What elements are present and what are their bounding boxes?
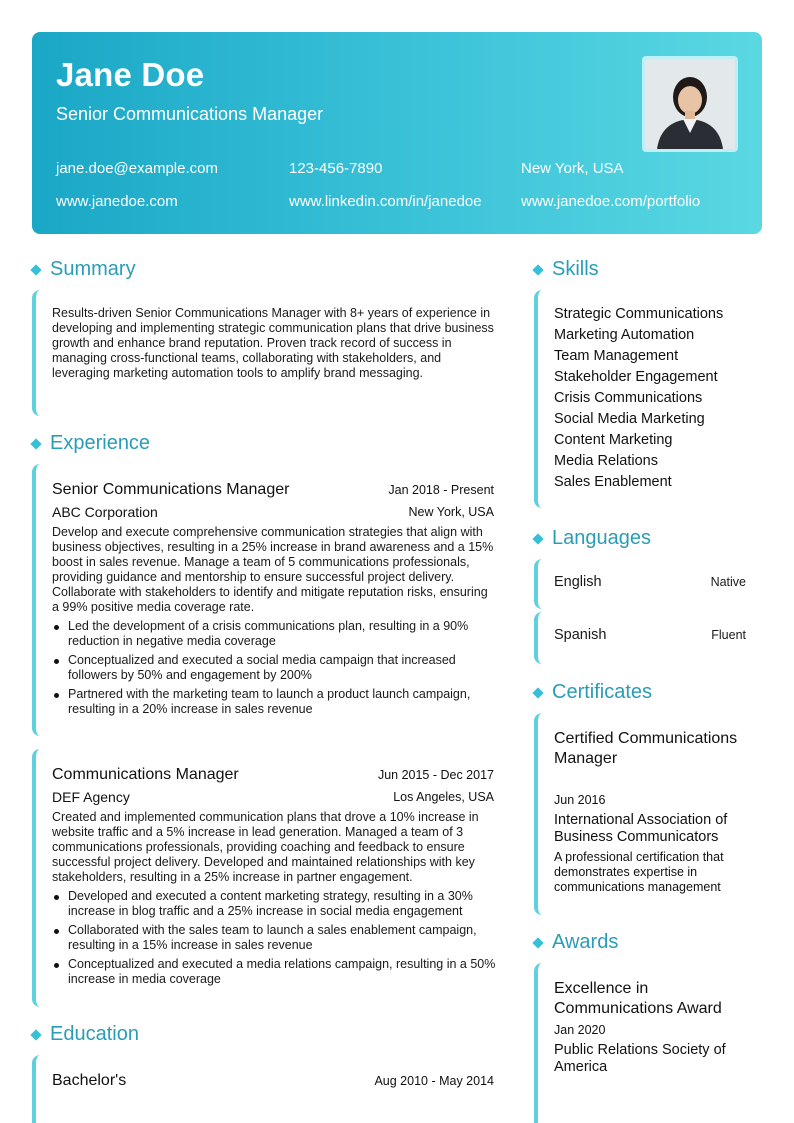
contact-website[interactable]: www.janedoe.com: [56, 193, 178, 210]
diamond-icon: [30, 438, 41, 449]
job-company: ABC Corporation: [52, 504, 158, 520]
list-item: Stakeholder Engagement: [554, 369, 718, 385]
certificates-heading: [534, 681, 652, 704]
job-company: DEF Agency: [52, 789, 130, 805]
profile-photo-image: [645, 59, 735, 149]
diamond-icon: [532, 687, 543, 698]
contact-phone[interactable]: 123-456-7890: [289, 160, 383, 177]
experience-heading-label: Experience: [50, 432, 151, 454]
contact-linkedin[interactable]: www.linkedin.com/in/janedoe: [289, 193, 482, 210]
job-achievements: [52, 619, 498, 721]
language-row: [554, 627, 746, 643]
language-level: Native: [710, 575, 746, 589]
candidate-name: Jane Doe: [56, 56, 205, 93]
diamond-icon: [30, 1029, 41, 1040]
diamond-icon: [532, 264, 543, 275]
list-item: Conceptualized and executed a media relations campaign, resulting in a 50% increase in media coverage: [52, 957, 498, 987]
award-block: [534, 963, 762, 1123]
summary-heading-label: Summary: [50, 258, 136, 280]
certificate-block: [534, 713, 762, 915]
candidate-title: Senior Communications Manager: [56, 104, 324, 124]
skills-block: [534, 290, 762, 508]
list-item: Content Marketing: [554, 432, 673, 448]
certificate-description: A professional certification that demonstrates expertise in communications management: [554, 850, 724, 894]
award-issuer: Public Relations Society of America: [554, 1042, 726, 1075]
job-dates: Jun 2015 - Dec 2017: [377, 768, 494, 782]
summary-text: Results-driven Senior Communications Manager with 8+ years of experience in developing and implementing strategic communication plans that drive business growth and enhance brand reputation. Proven track record of success in managing cross-functional teams, collaborating with stakeholders, and leveraging marketing automation tools to amplify brand messaging.: [52, 306, 494, 380]
job-dates: Jan 2018 - Present: [388, 483, 494, 497]
list-item: Team Management: [554, 348, 679, 364]
award-name: Excellence in Communications Award: [554, 980, 722, 1017]
awards-heading: [534, 931, 618, 954]
languages-heading-label: Languages: [552, 527, 651, 549]
list-item: Crisis Communications: [554, 390, 703, 406]
job-location: New York, USA: [408, 505, 494, 519]
awards-heading-label: Awards: [552, 931, 619, 953]
job-location: Los Angeles, USA: [393, 790, 494, 804]
certificate-issuer: International Association of Business Communicators: [554, 812, 728, 845]
experience-job-1: [32, 464, 498, 736]
education-heading: [32, 1023, 139, 1046]
education-degree: Bachelor's: [52, 1072, 127, 1089]
list-item: Collaborated with the sales team to launch a sales enablement campaign, resulting in a 15% increase in sales revenue: [52, 923, 498, 953]
profile-photo: [642, 56, 738, 152]
diamond-icon: [532, 533, 543, 544]
language-name: Spanish: [554, 627, 607, 643]
language-english: [534, 559, 762, 609]
language-row: [554, 574, 746, 590]
summary-heading: [32, 258, 136, 281]
diamond-icon: [30, 264, 41, 275]
languages-heading: [534, 527, 651, 550]
language-level: Fluent: [711, 628, 746, 642]
contact-location: New York, USA: [521, 160, 624, 177]
list-item: Developed and executed a content marketing strategy, resulting in a 30% increase in blog traffic and a 25% increase in social media engagement: [52, 889, 498, 919]
certificate-name: Certified Communications Manager: [554, 730, 738, 767]
contact-portfolio[interactable]: www.janedoe.com/portfolio: [521, 193, 701, 210]
list-item: Led the development of a crisis communications plan, resulting in a 90% reduction in negative media coverage: [52, 619, 498, 649]
skills-list: [554, 304, 723, 493]
list-item: Marketing Automation: [554, 327, 695, 343]
list-item: Partnered with the marketing team to launch a product launch campaign, resulting in a 20% increase in sales revenue: [52, 687, 498, 717]
contact-email[interactable]: jane.doe@example.com: [56, 160, 218, 177]
resume-header: [32, 32, 762, 234]
experience-heading: [32, 432, 150, 455]
list-item: Media Relations: [554, 453, 658, 469]
education-heading-label: Education: [50, 1023, 139, 1045]
skills-heading-label: Skills: [552, 258, 599, 280]
language-spanish: [534, 612, 762, 664]
job-description: Develop and execute comprehensive communication strategies that align with business objectives, resulting in a 25% increase in brand awareness and a 15% boost in sales revenue. Manage a team of 5 communications professionals, providing guidance and mentorship to ensure successful project delivery. Collaborate with stakeholders to identify and mitigate reputation risks, ensuring a 99% positive media coverage rate.: [52, 525, 494, 614]
certificate-date: Jun 2016: [554, 793, 606, 807]
job-title: Senior Communications Manager: [52, 481, 290, 498]
list-item: Social Media Marketing: [554, 411, 705, 427]
summary-block: [32, 290, 498, 416]
experience-job-2: [32, 749, 498, 1007]
certificates-heading-label: Certificates: [552, 681, 653, 703]
list-item: Sales Enablement: [554, 474, 672, 490]
award-date: Jan 2020: [554, 1023, 606, 1037]
language-name: English: [554, 574, 602, 590]
list-item: Strategic Communications: [554, 306, 724, 322]
education-dates: Aug 2010 - May 2014: [374, 1074, 494, 1088]
skills-heading: [534, 258, 599, 281]
diamond-icon: [532, 937, 543, 948]
education-block: [32, 1055, 498, 1123]
job-title: Communications Manager: [52, 766, 239, 783]
job-achievements: [52, 889, 498, 991]
job-description: Created and implemented communication plans that drove a 10% increase in website traffic and a 5% increase in lead generation. Managed a team of 3 communications professionals, providing coaching and feedback to ensure successful project delivery. Developed and maintained relationships with key stakeholders, resulting in a 25% increase in partner engagement.: [52, 810, 479, 884]
list-item: Conceptualized and executed a social media campaign that increased followers by 50% and engagement by 200%: [52, 653, 498, 683]
